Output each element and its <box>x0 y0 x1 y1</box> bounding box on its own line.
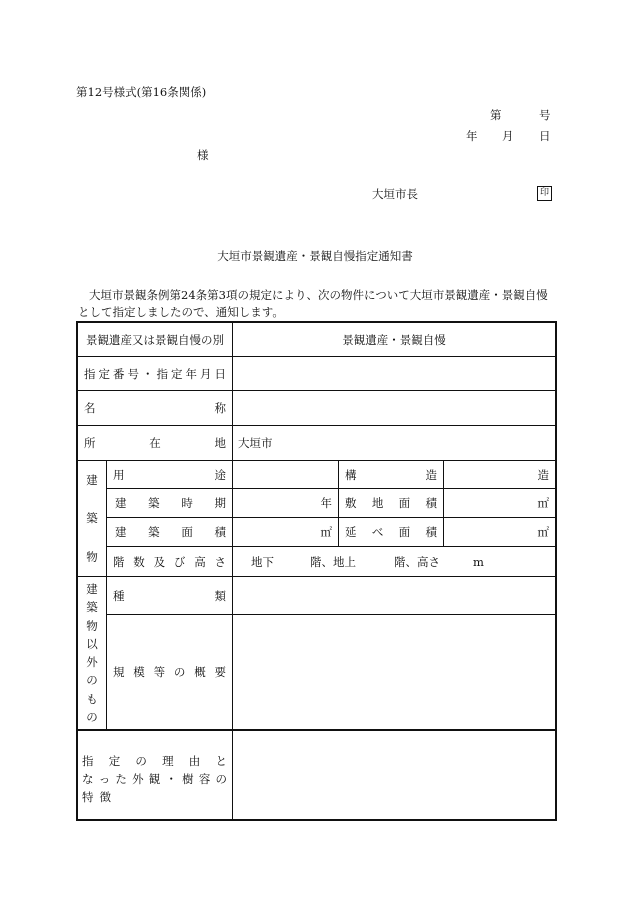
type-label: 種 類 <box>113 588 226 603</box>
sender-name: 大垣市長 <box>372 187 418 201</box>
summary-value-field[interactable] <box>233 615 555 729</box>
document-title: 大垣市景観遺産・景観自慢指定通知書 <box>217 249 413 263</box>
floor-area-unit: ㎡ <box>537 525 549 539</box>
building-area-unit: ㎡ <box>320 525 332 539</box>
category-label: 景観遺産又は景観自慢の別 <box>86 332 224 347</box>
site-area-unit: ㎡ <box>537 496 549 510</box>
intro-line-1: 大垣市景観条例第24条第3項の規定により、次の物件について大垣市景観遺産・景観自慢 <box>89 288 548 302</box>
name-value-field[interactable] <box>233 391 555 425</box>
building-area-label: 建 築 面 積 <box>115 525 226 539</box>
floors-height-value: 地下 階、地上 階、高さ m <box>251 554 484 569</box>
date-month: 月 <box>502 129 514 143</box>
intro-line-2: として指定しましたので、通知します。 <box>78 305 284 319</box>
date-day: 日 <box>539 129 551 143</box>
built-period-label: 建 築 時 期 <box>115 496 226 510</box>
number-suffix: 号 <box>539 108 551 122</box>
reason-line-1: 指 定 の 理 由 と <box>82 754 227 768</box>
use-label: 用 途 <box>113 467 226 482</box>
built-year-unit: 年 <box>320 496 332 510</box>
location-value: 大垣市 <box>238 436 273 450</box>
reason-value-field[interactable] <box>233 731 555 819</box>
addressee-suffix: 様 <box>197 148 209 162</box>
number-label: 第 <box>490 108 502 122</box>
floors-height-label: 階 数 及 び 高 さ <box>113 554 226 569</box>
location-label: 所 在 地 <box>84 436 226 450</box>
reason-line-3: 特 徴 <box>82 790 111 804</box>
date-year: 年 <box>466 129 478 143</box>
category-value: 景観遺産・景観自慢 <box>342 332 446 347</box>
summary-label: 規 模 等 の 概 要 <box>113 665 226 679</box>
form-number: 第12号様式(第16条関係) <box>76 85 207 99</box>
site-area-label: 敷 地 面 積 <box>345 496 437 510</box>
name-label: 名 称 <box>84 401 226 415</box>
structure-unit: 造 <box>537 467 549 482</box>
non-building-group-label: 建 築 物 以 外 の も の <box>86 582 98 724</box>
type-value-field[interactable] <box>233 577 555 614</box>
reason-label <box>82 752 227 806</box>
seal-stamp: 印 <box>537 186 552 201</box>
designation-value-field[interactable] <box>233 357 555 390</box>
designation-label: 指 定 番 号 ・ 指 定 年 月 日 <box>84 366 226 381</box>
building-group-label: 建 築 物 <box>86 473 98 564</box>
floor-area-label: 延 べ 面 積 <box>345 525 437 539</box>
intro-text <box>78 287 558 321</box>
reason-line-2: な っ た 外 観 ・ 樹 容 の <box>82 772 227 786</box>
structure-label: 構 造 <box>345 467 437 482</box>
